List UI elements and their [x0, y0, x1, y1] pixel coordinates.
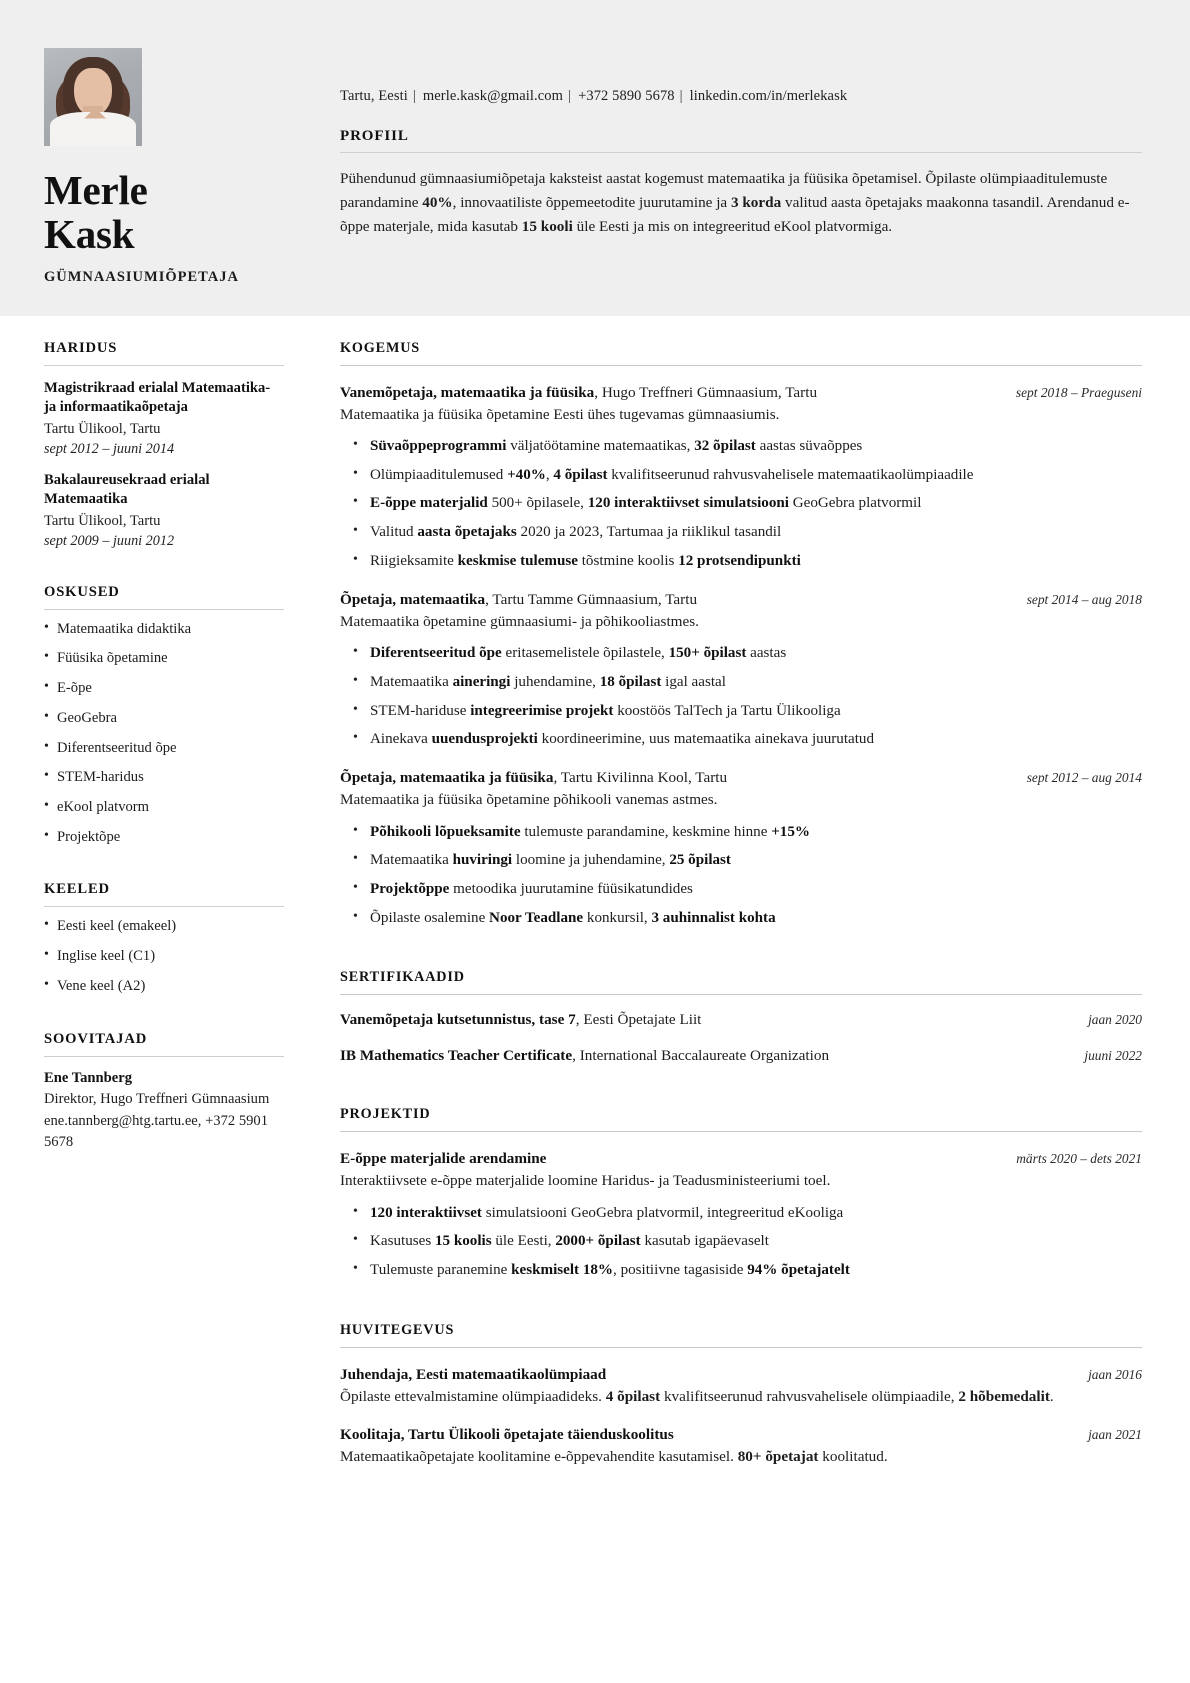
- body-text: Õpilaste ettevalmistamine olümpiaadideks.: [340, 1388, 606, 1405]
- certificate-date: jaan 2020: [1088, 1012, 1142, 1028]
- emphasis-text: keskmiselt 18%: [511, 1261, 614, 1278]
- section-projects: [340, 1106, 1142, 1282]
- activity-date: jaan 2021: [1088, 1427, 1142, 1443]
- section-title-certificates: SERTIFIKAADID: [340, 969, 465, 986]
- project-item: [340, 1148, 1142, 1282]
- emphasis-text: 3 auhinnalist kohta: [651, 909, 776, 926]
- main-content: [300, 340, 1142, 1509]
- bullet-item: [370, 643, 1142, 665]
- resume-header: [0, 0, 1190, 316]
- certificate-title: [340, 1045, 1084, 1066]
- body-text: ,: [545, 466, 554, 483]
- contact-line: [340, 86, 1142, 106]
- divider: [340, 1347, 1142, 1348]
- body-text: tõstmine koolis: [577, 552, 679, 569]
- section-experience: [340, 340, 1142, 930]
- contact-phone[interactable]: +372 5890 5678: [578, 88, 675, 104]
- certificate-issuer: , Eesti Õpetajate Liit: [575, 1011, 702, 1029]
- body-text: aastas: [746, 645, 787, 662]
- project-date: märts 2020 – dets 2021: [1016, 1151, 1142, 1167]
- last-name: Kask: [44, 211, 135, 258]
- emphasis-text: Diferentseeritud õpe: [370, 645, 502, 662]
- experience-date: sept 2012 – aug 2014: [1026, 770, 1142, 786]
- emphasis-text: aineringi: [452, 673, 511, 690]
- body-text: Õpilaste osalemine: [370, 909, 490, 926]
- activity-header: [340, 1424, 1142, 1445]
- company-name: , Tartu Tamme Gümnaasium, Tartu: [485, 590, 698, 608]
- experience-role: [340, 382, 1016, 403]
- experience-role: [340, 767, 1027, 788]
- certificate-item: [340, 1045, 1142, 1066]
- skill-item: • eKool platvorm: [44, 797, 284, 818]
- body-text: valitud aasta õpetajaks maakonna tasandil. Arendanud e-õppe materjale, mida kasutab: [340, 194, 1130, 236]
- reference-item: [44, 1070, 284, 1153]
- bullet-item: [370, 729, 1142, 751]
- bullet-item: [370, 551, 1142, 573]
- body-text: juhendamine,: [510, 673, 600, 690]
- body-text: , positiivne tagasiside: [613, 1261, 748, 1278]
- emphasis-text: 12 protsendipunkti: [678, 552, 801, 569]
- divider: [340, 994, 1142, 995]
- project-summary: Interaktiivsete e-õppe materjalide loomine Haridus- ja Teadusministeeriumi toel.: [340, 1172, 831, 1190]
- project-title: [340, 1148, 1016, 1169]
- divider: [340, 365, 1142, 366]
- emphasis-text: 120 interaktiivset: [370, 1204, 482, 1221]
- body-text: Ainekava: [370, 731, 432, 748]
- skill-item: • GeoGebra: [44, 708, 284, 729]
- reference-contact[interactable]: ene.tannberg@htg.tartu.ee, +372 5901 5678: [44, 1113, 269, 1151]
- activity-description: [340, 1446, 1142, 1468]
- project-bullets: [340, 1203, 1142, 1282]
- emphasis-text: Süvaõppeprogrammi: [370, 438, 507, 454]
- emphasis-text: 4 õpilast: [605, 1388, 661, 1405]
- body-text: simulatsiooni GeoGebra platvormil, integreeritud eKooliga: [481, 1204, 844, 1221]
- emphasis-text: 3 korda: [730, 194, 782, 212]
- experience-date: sept 2014 – aug 2018: [1026, 591, 1142, 607]
- body-text: koordineerimine, uus matemaatika ainekava juurutatud: [537, 731, 875, 748]
- section-certificates: [340, 969, 1142, 1066]
- experience-item: [340, 589, 1142, 751]
- body-text: , innovaatiliste õppemeetodite juurutamine ja: [452, 194, 731, 212]
- bullet-item: [370, 436, 1142, 458]
- experience-item: [340, 382, 1142, 573]
- section-title-references: SOOVITAJAD: [44, 1030, 148, 1047]
- certificate-name: Vanemõpetaja kutsetunnistus, tase 7: [340, 1011, 576, 1029]
- reference-role: Direktor, Hugo Treffneri Gümnaasium: [44, 1090, 270, 1107]
- body-text: kvalifitseerunud rahvusvahelisele olümpiaadile,: [660, 1388, 959, 1405]
- experience-header: [340, 382, 1142, 403]
- header-identity-block: [44, 40, 332, 286]
- emphasis-text: +40%: [507, 466, 546, 483]
- experience-summary: Matemaatika ja füüsika õpetamine põhikooli vanemas astmes.: [340, 791, 718, 809]
- divider: [340, 152, 1142, 153]
- certificate-date: juuni 2022: [1084, 1047, 1142, 1063]
- experience-bullets: [340, 822, 1142, 930]
- page-title: [44, 168, 332, 257]
- bullet-item: [370, 701, 1142, 723]
- body-text: üle Eesti ja mis on integreeritud eKool platvormiga.: [572, 218, 893, 236]
- body-text: kasutab igapäevaselt: [640, 1233, 769, 1250]
- emphasis-text: 18 õpilast: [599, 673, 662, 690]
- reference-name: Ene Tannberg: [44, 1069, 133, 1086]
- experience-header: [340, 767, 1142, 788]
- resume-body: [0, 316, 1190, 1549]
- body-text: aastas süvaõppes: [755, 438, 863, 454]
- contact-email[interactable]: merle.kask@gmail.com: [422, 88, 564, 104]
- emphasis-text: +15%: [771, 823, 810, 840]
- education-school: Tartu Ülikool, Tartu: [44, 512, 161, 529]
- activity-name: Koolitaja, Tartu Ülikooli õpetajate täienduskoolitus: [340, 1426, 674, 1444]
- skills-list: [44, 619, 284, 848]
- activity-date: jaan 2016: [1088, 1366, 1142, 1382]
- body-text: Pühendunud gümnaasiumiõpetaja kaksteist aastat kogemust matemaatika ja füüsika õpetamisel. Õpilaste olümpiaaditulemuste parandamine: [340, 170, 1108, 212]
- section-title-profile: PROFIIL: [340, 128, 409, 145]
- first-name: Merle: [44, 167, 148, 213]
- body-text: STEM-hariduse: [370, 702, 471, 719]
- body-text: Matemaatika: [370, 852, 453, 869]
- divider: [44, 609, 284, 610]
- emphasis-text: 15 kooli: [521, 218, 573, 236]
- activity-item: [340, 1424, 1142, 1468]
- profile-summary: [340, 167, 1142, 239]
- education-date: sept 2012 – juuni 2014: [44, 440, 175, 457]
- body-text: koolitatud.: [818, 1448, 888, 1466]
- project-name: E-õppe materjalide arendamine: [340, 1150, 547, 1168]
- body-text: Riigieksamite: [370, 552, 458, 569]
- education-item: [44, 379, 284, 458]
- contact-separator: |: [679, 88, 683, 104]
- company-name: , Hugo Treffneri Gümnaasium, Tartu: [594, 383, 818, 401]
- education-degree: Magistrikraad erialal Matemaatika- ja informaatikaõpetaja: [44, 379, 271, 416]
- section-languages: [44, 881, 284, 996]
- skill-item: • Füüsika õpetamine: [44, 648, 284, 669]
- emphasis-text: 40%: [422, 194, 453, 212]
- skill-item: • Projektõpe: [44, 827, 284, 848]
- language-item: • Vene keel (A2): [44, 976, 284, 997]
- bullet-item: [370, 879, 1142, 901]
- activity-description: [340, 1386, 1142, 1408]
- body-text: tulemuste parandamine, keskmine hinne: [520, 823, 772, 840]
- section-skills: [44, 584, 284, 848]
- contact-linkedin[interactable]: linkedin.com/in/merlekask: [689, 88, 848, 104]
- emphasis-text: Projektõppe: [370, 881, 450, 898]
- bullet-item: [370, 493, 1142, 515]
- contact-location: Tartu, Eesti: [340, 88, 408, 104]
- experience-bullets: [340, 436, 1142, 573]
- skill-item: • STEM-haridus: [44, 767, 284, 788]
- body-text: 2020 ja 2023, Tartumaa ja riiklikul tasandil: [516, 524, 782, 541]
- emphasis-text: 4 õpilast: [553, 466, 608, 483]
- project-header: [340, 1148, 1142, 1169]
- body-text: Kasutuses: [370, 1233, 435, 1250]
- experience-bullets: [340, 643, 1142, 751]
- bullet-item: [370, 1203, 1142, 1225]
- emphasis-text: 2000+ õpilast: [555, 1233, 641, 1250]
- experience-role: [340, 589, 1027, 610]
- bullet-item: [370, 822, 1142, 844]
- body-text: 500+ õpilasele,: [487, 495, 588, 512]
- language-item: • Eesti keel (emakeel): [44, 916, 284, 937]
- emphasis-text: 2 hõbemedalit: [958, 1388, 1050, 1405]
- emphasis-text: 25 õpilast: [669, 852, 731, 869]
- bullet-item: [370, 465, 1142, 487]
- section-title-languages: KEELED: [44, 881, 110, 898]
- emphasis-text: Põhikooli lõpueksamite: [370, 823, 521, 840]
- section-references: [44, 1031, 284, 1153]
- language-item: • Inglise keel (C1): [44, 946, 284, 967]
- divider: [340, 1131, 1142, 1132]
- activity-title: [340, 1424, 1088, 1445]
- body-text: Olümpiaaditulemused: [370, 466, 508, 483]
- emphasis-text: 80+ õpetajat: [737, 1448, 819, 1466]
- company-name: , Tartu Kivilinna Kool, Tartu: [553, 769, 728, 787]
- experience-item: [340, 767, 1142, 929]
- certificate-issuer: , International Baccalaureate Organization: [572, 1046, 830, 1064]
- languages-list: [44, 916, 284, 996]
- section-title-skills: OSKUSED: [44, 583, 120, 600]
- emphasis-text: huviringi: [452, 852, 513, 869]
- divider: [44, 365, 284, 366]
- body-text: loomine ja juhendamine,: [512, 852, 670, 869]
- emphasis-text: Noor Teadlane: [489, 909, 584, 926]
- emphasis-text: uuendusprojekti: [431, 731, 538, 748]
- contact-separator: |: [412, 88, 416, 104]
- bullet-item: [370, 1231, 1142, 1253]
- certificate-title: [340, 1009, 1088, 1030]
- role-name: Õpetaja, matemaatika ja füüsika: [340, 769, 554, 787]
- education-degree: Bakalaureusekraad erialal Matemaatika: [44, 471, 210, 508]
- skill-item: • Diferentseeritud õpe: [44, 738, 284, 759]
- divider: [44, 906, 284, 907]
- body-text: GeoGebra platvormil: [788, 495, 922, 512]
- role-name: Vanemõpetaja, matemaatika ja füüsika: [340, 383, 595, 401]
- education-school: Tartu Ülikool, Tartu: [44, 420, 161, 437]
- emphasis-text: E-õppe materjalid: [370, 495, 488, 512]
- activity-item: [340, 1364, 1142, 1408]
- section-title-experience: KOGEMUS: [340, 339, 421, 356]
- body-text: Tulemuste paranemine: [370, 1261, 512, 1278]
- header-contact-block: [332, 40, 1142, 239]
- body-text: metoodika juurutamine füüsikatundides: [449, 881, 693, 898]
- certificate-name: IB Mathematics Teacher Certificate: [340, 1046, 573, 1064]
- body-text: Valitud: [370, 524, 418, 541]
- emphasis-text: 94% õpetajatelt: [747, 1261, 850, 1278]
- emphasis-text: keskmise tulemuse: [457, 552, 578, 569]
- body-text: väljatöötamine matemaatikas,: [506, 438, 695, 454]
- emphasis-text: 150+ õpilast: [668, 645, 747, 662]
- activity-header: [340, 1364, 1142, 1385]
- bullet-item: [370, 672, 1142, 694]
- body-text: eritasemelistele õpilastele,: [501, 645, 669, 662]
- job-title: GÜMNAASIUMIÕPETAJA: [44, 268, 239, 285]
- body-text: konkursil,: [583, 909, 652, 926]
- emphasis-text: 32 õpilast: [694, 438, 756, 454]
- education-date: sept 2009 – juuni 2012: [44, 532, 175, 549]
- certificate-item: [340, 1009, 1142, 1030]
- education-item: [44, 471, 284, 550]
- profile-photo: [44, 48, 142, 146]
- emphasis-text: 15 koolis: [434, 1233, 492, 1250]
- body-text: kvalifitseerunud rahvusvahelisele matemaatikaolümpiaadile: [607, 466, 974, 483]
- bullet-item: [370, 850, 1142, 872]
- experience-summary: Matemaatika õpetamine gümnaasiumi- ja põhikooliastmes.: [340, 612, 699, 630]
- body-text: .: [1049, 1388, 1054, 1405]
- sidebar: [44, 340, 300, 1187]
- body-text: koostöös TalTech ja Tartu Ülikooliga: [613, 702, 841, 719]
- body-text: Matemaatikaõpetajate koolitamine e-õppevahendite kasutamisel.: [340, 1448, 738, 1466]
- section-title-education: HARIDUS: [44, 339, 118, 356]
- emphasis-text: 120 interaktiivset simulatsiooni: [587, 495, 789, 512]
- experience-date: sept 2018 – Praeguseni: [1015, 384, 1142, 400]
- body-text: igal aastal: [661, 673, 726, 690]
- experience-header: [340, 589, 1142, 610]
- section-activities: [340, 1322, 1142, 1469]
- section-title-projects: PROJEKTID: [340, 1106, 431, 1123]
- activity-title: [340, 1364, 1088, 1385]
- emphasis-text: aasta õpetajaks: [417, 524, 517, 541]
- experience-summary: Matemaatika ja füüsika õpetamine Eesti ühes tugevamas gümnaasiumis.: [340, 405, 780, 423]
- role-name: Õpetaja, matemaatika: [340, 590, 486, 608]
- skill-item: • Matemaatika didaktika: [44, 619, 284, 640]
- section-education: [44, 340, 284, 550]
- body-text: üle Eesti,: [491, 1233, 556, 1250]
- divider: [44, 1056, 284, 1057]
- bullet-item: [370, 522, 1142, 544]
- contact-separator: |: [568, 88, 572, 104]
- bullet-item: [370, 1260, 1142, 1282]
- skill-item: • E-õpe: [44, 678, 284, 699]
- activity-name: Juhendaja, Eesti matemaatikaolümpiaad: [340, 1365, 607, 1383]
- body-text: Matemaatika: [370, 673, 453, 690]
- emphasis-text: integreerimise projekt: [470, 702, 614, 719]
- bullet-item: [370, 908, 1142, 930]
- section-title-activities: HUVITEGEVUS: [340, 1321, 455, 1338]
